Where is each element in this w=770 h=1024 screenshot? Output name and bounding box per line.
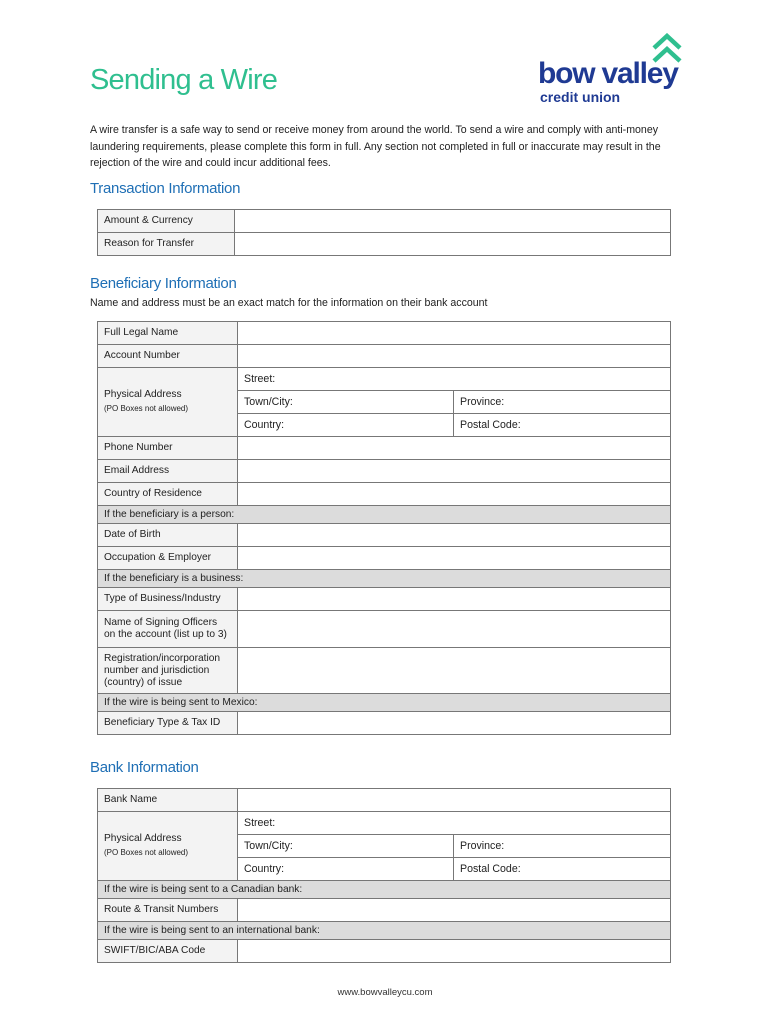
route-transit-field[interactable] (238, 899, 671, 922)
reason-transfer-field[interactable] (235, 233, 671, 256)
email-label: Email Address (98, 460, 238, 483)
dob-label: Date of Birth (98, 524, 238, 547)
registration-line1: Registration/incorporation (104, 652, 221, 664)
intro-paragraph: A wire transfer is a safe way to send or receive money from around the world. To send a wire and comply with anti-money laundering requirements, please complete this form in full. Any section not completed in full or inaccurate may result in the rejection of the wire and could incur additional fees. (90, 124, 661, 170)
bank-postal-field[interactable]: Postal Code: (454, 858, 671, 881)
account-number-label: Account Number (98, 345, 238, 368)
bow-valley-logo (538, 33, 688, 105)
email-field[interactable] (238, 460, 671, 483)
bank-po-box-note: (PO Boxes not allowed) (104, 848, 189, 857)
occupation-field[interactable] (238, 547, 671, 570)
transaction-table (97, 209, 671, 256)
phone-field[interactable] (238, 437, 671, 460)
amount-currency-field[interactable] (235, 210, 671, 233)
signing-officers-line1: Name of Signing Officers (104, 617, 218, 628)
po-box-note: (PO Boxes not allowed) (104, 404, 189, 413)
beneficiary-table (97, 321, 671, 735)
bank-town-field[interactable]: Town/City: (238, 835, 454, 858)
beneficiary-town-field[interactable]: Town/City: (238, 391, 454, 414)
full-name-field[interactable] (238, 322, 671, 345)
amount-currency-label: Amount & Currency (98, 210, 235, 233)
beneficiary-subtitle: Name and address must be an exact match for the information on their bank account (90, 297, 488, 309)
signing-officers-label (98, 611, 238, 648)
bank-name-field[interactable] (238, 789, 671, 812)
physical-address-text: Physical Address (104, 389, 182, 400)
if-person-section: If the beneficiary is a person: (98, 506, 671, 524)
page-title: Sending a Wire (90, 64, 278, 96)
bank-address-label (98, 812, 238, 881)
tax-id-label: Beneficiary Type & Tax ID (98, 712, 238, 735)
bank-province-field[interactable]: Province: (454, 835, 671, 858)
business-type-field[interactable] (238, 588, 671, 611)
bank-country-field[interactable]: Country: (238, 858, 454, 881)
account-number-field[interactable] (238, 345, 671, 368)
if-business-section: If the beneficiary is a business: (98, 570, 671, 588)
bank-physical-address-text: Physical Address (104, 833, 182, 844)
transaction-heading: Transaction Information (90, 180, 241, 197)
if-international-section: If the wire is being sent to an international bank: (98, 922, 671, 940)
tax-id-field[interactable] (238, 712, 671, 735)
swift-label: SWIFT/BIC/ABA Code (98, 940, 238, 963)
if-mexico-section: If the wire is being sent to Mexico: (98, 694, 671, 712)
swift-field[interactable] (238, 940, 671, 963)
reason-transfer-label: Reason for Transfer (98, 233, 235, 256)
if-canadian-section: If the wire is being sent to a Canadian bank: (98, 881, 671, 899)
bank-street-field[interactable]: Street: (238, 812, 671, 835)
phone-label: Phone Number (98, 437, 238, 460)
beneficiary-postal-field[interactable]: Postal Code: (454, 414, 671, 437)
registration-line3: (country) of issue (104, 676, 183, 688)
full-name-label: Full Legal Name (98, 322, 238, 345)
signing-officers-line2: on the account (list up to 3) (104, 629, 227, 640)
registration-line2: number and jurisdiction (104, 664, 210, 676)
registration-label (98, 648, 238, 694)
beneficiary-country-field[interactable]: Country: (238, 414, 454, 437)
dob-field[interactable] (238, 524, 671, 547)
route-transit-label: Route & Transit Numbers (98, 899, 238, 922)
registration-field[interactable] (238, 648, 671, 694)
beneficiary-province-field[interactable]: Province: (454, 391, 671, 414)
beneficiary-address-label (98, 368, 238, 437)
footer-url[interactable]: www.bowvalleycu.com (337, 987, 433, 998)
signing-officers-field[interactable] (238, 611, 671, 648)
beneficiary-heading: Beneficiary Information (90, 275, 237, 292)
bank-heading: Bank Information (90, 759, 199, 776)
occupation-label: Occupation & Employer (98, 547, 238, 570)
bank-name-label: Bank Name (98, 789, 238, 812)
country-residence-label: Country of Residence (98, 483, 238, 506)
country-residence-field[interactable] (238, 483, 671, 506)
bank-table (97, 788, 671, 963)
logo-subtitle: credit union (540, 89, 621, 105)
logo-wordmark: bow valley (538, 57, 678, 90)
business-type-label: Type of Business/Industry (98, 588, 238, 611)
beneficiary-street-field[interactable]: Street: (238, 368, 671, 391)
